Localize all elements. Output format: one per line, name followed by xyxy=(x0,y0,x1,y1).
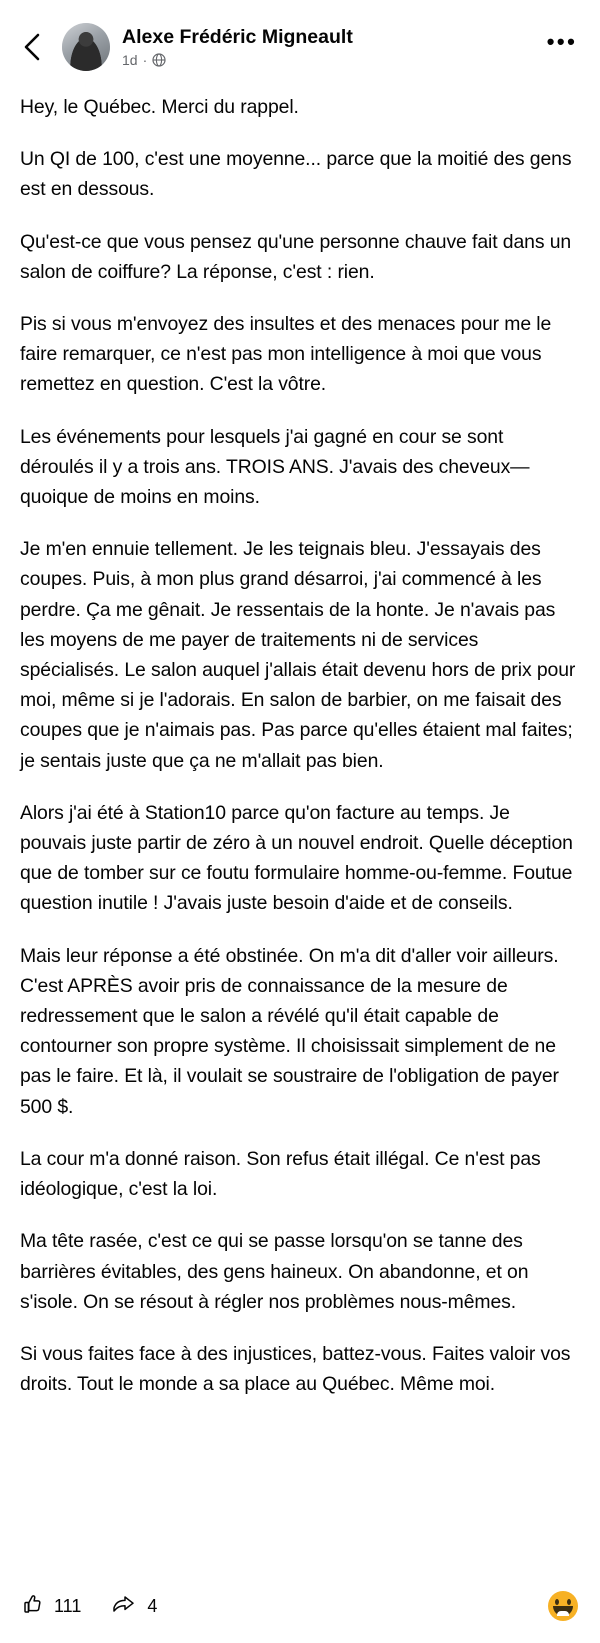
post-paragraph: La cour m'a donné raison. Son refus était illégal. Ce n'est pas idéologique, c'est la loi. xyxy=(20,1147,541,1201)
more-options-button[interactable] xyxy=(540,25,584,69)
post-paragraph: Ma tête rasée, c'est ce qui se passe lorsqu'on se tanne des barrières évitables, des gens haineux. On abandonne, et on s'isole. On se résout à régler nos problèmes nous-mêmes. xyxy=(20,1230,529,1313)
chevron-left-icon xyxy=(21,32,43,62)
like-count: 111 xyxy=(54,1596,82,1616)
post-paragraph: Si vous faites face à des injustices, battez-vous. Faites valoir vos droits. Tout le monde a sa place au Québec. Même moi. xyxy=(20,1342,571,1396)
emoji-eye-left xyxy=(555,1599,559,1605)
post-paragraph: Les événements pour lesquels j'ai gagné en cour se sont déroulés il y a trois ans. TROIS ANS. J'avais des cheveux—quoique de moins en moins. xyxy=(20,425,530,509)
post-paragraph: Pis si vous m'envoyez des insultes et des menaces pour me le faire remarquer, ce n'est pas mon intelligence à moi que vous remettez en question. C'est la vôtre. xyxy=(20,313,552,396)
post-paragraph: Un QI de 100, c'est une moyenne... parce que la moitié des gens est en dessous. xyxy=(20,148,572,201)
avatar-image xyxy=(62,23,110,71)
globe-icon xyxy=(152,53,166,67)
post-text xyxy=(0,86,600,1569)
post-header xyxy=(0,0,600,86)
post-paragraph: Mais leur réponse a été obstinée. On m'a dit d'aller voir ailleurs. C'est APRÈS avoir pris de connaissance de la mesure de redressement que le salon a révélé qu'il était capable de contourner son propre système. Il choisissait simplement de ne pas le faire. Et là, il voulait se soustraire de l'obligation de payer 500 $. xyxy=(20,944,559,1118)
emoji-teeth xyxy=(557,1611,569,1616)
share-count: 4 xyxy=(147,1596,158,1616)
share-button[interactable] xyxy=(111,1592,157,1621)
post-meta xyxy=(122,52,540,69)
author-name: Alexe Frédéric Migneault xyxy=(122,25,353,48)
back-button[interactable] xyxy=(12,27,52,67)
thumbs-up-icon xyxy=(20,1592,44,1621)
author-block[interactable] xyxy=(122,26,540,69)
post-paragraph: Je m'en ennuie tellement. Je les teignais bleu. J'essayais des coupes. Puis, à mon plus grand désarroi, j'ai commencé à les perdre. Ça me gênait. Je ressentais de la honte. Je n'avais pas les moyens de me payer de traitements ni de services spécialisés. Le salon auquel j'allais était devenu hors de prix pour moi, même si je l'adorais. En salon de barbier, on me faisait des coupes que je n'aimais pas. Pas parce qu'elles étaient mal faites; je sentais juste que ça ne m'allait pas bien. xyxy=(20,538,576,772)
share-arrow-icon xyxy=(111,1592,137,1621)
post-paragraph: Hey, le Québec. Merci du rappel. xyxy=(20,96,299,118)
emoji-eye-right xyxy=(567,1599,571,1605)
laughing-emoji[interactable] xyxy=(548,1591,578,1621)
post-actions xyxy=(0,1569,600,1643)
meta-separator: · xyxy=(142,51,148,68)
post-paragraph: Alors j'ai été à Station10 parce qu'on facture au temps. Je pouvais juste partir de zéro à un nouvel endroit. Quelle déception que de tomber sur ce foutu formulaire homme-ou-femme. Foutue question inutile ! J'avais juste besoin d'aide et de conseils. xyxy=(20,801,573,915)
ellipsis-icon: ••• xyxy=(546,29,578,54)
avatar[interactable] xyxy=(62,23,110,71)
like-button[interactable] xyxy=(20,1592,81,1621)
post-timestamp: 1d xyxy=(122,51,138,68)
post-paragraph: Qu'est-ce que vous pensez qu'une personne chauve fait dans un salon de coiffure? La réponse, c'est : rien. xyxy=(20,230,572,283)
